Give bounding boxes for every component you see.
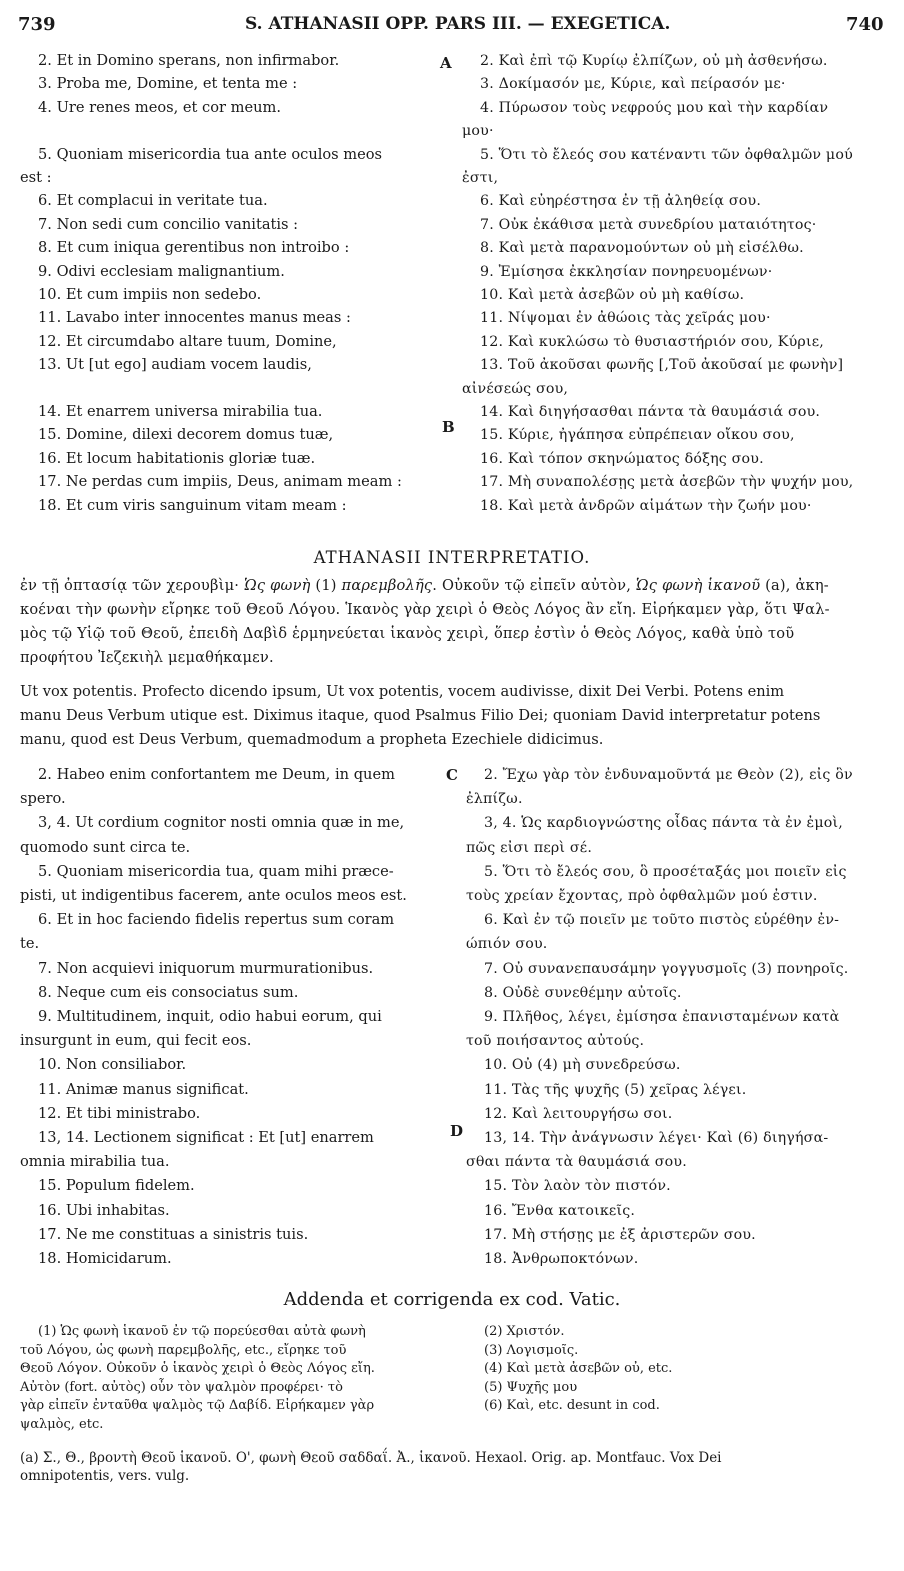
margin-letter-d: D (450, 1122, 464, 1140)
text-line: Θεοῦ Λόγον. Οὐκοῦν ὁ ἱκανὸς χειρὶ ὁ Θεὸς Λόγος εἴη. (20, 1361, 375, 1376)
text-line: 11. Τὰς τῆς ψυχῆς (5) χεῖρας λέγει. (484, 1081, 747, 1098)
text-line: 3. Δοκίμασόν με, Κύριε, καὶ πείρασόν με· (480, 76, 786, 93)
text-line: spero. (20, 790, 66, 808)
text-line: 18. Ἀνθρωποκτόνων. (484, 1251, 639, 1267)
text-line: γὰρ εἰπεῖν ἐνταῦθα ψαλμὸς τῷ Δαβίδ. Εἰρήκαμεν γὰρ (20, 1398, 375, 1413)
text-line: 10. Καὶ μετὰ ἀσεβῶν οὐ μὴ καθίσω. (480, 287, 745, 303)
text-line: 17. Μὴ συναπολέσῃς μετὰ ἀσεβῶν τὴν ψυχήν μου, (480, 474, 854, 491)
text-line: omnia mirabilia tua. (20, 1153, 170, 1171)
text-line: 10. Et cum impiis non sedebo. (38, 286, 262, 303)
text-line: te. (20, 935, 40, 953)
text-line: 5. Ὅτι τὸ ἔλεός σου κατέναντι τῶν ὀφθαλμῶν μού (480, 146, 853, 163)
text-line: 16. Καὶ τόπον σκηνώματος δόξης σου. (480, 450, 764, 467)
text-line: 5. Quoniam misericordia tua ante oculos meos (38, 145, 383, 163)
interpretatio-latin-line: manu, quod est Deus Verbum, quemadmodum a propheta Ezechiele didicimus. (20, 731, 604, 748)
text-line: 2. Ἔχω γὰρ τὸν ἐνδυναμοῦντά με Θεὸν (2), εἰς ὃν (484, 767, 853, 783)
text-line: 17. Ne perdas cum impiis, Deus, animam meam : (38, 473, 402, 491)
text-line: 6. Et in hoc faciendo fidelis repertus sum coram (38, 911, 395, 929)
text-line: τοὺς χρείαν ἔχοντας, πρὸ ὀφθαλμῶν μού ἐστιν. (466, 888, 818, 904)
addenda-title: Addenda et corrigenda ex cod. Vatic. (283, 1289, 621, 1310)
text-line: τοῦ ποιήσαντος αὐτούς. (466, 1033, 645, 1050)
text-line: 13. Ut [ut ego] audiam vocem laudis, (38, 356, 312, 374)
text-line: 13, 14. Τὴν ἀνάγνωσιν λέγει· Καὶ (6) διηγήσα- (484, 1130, 829, 1146)
text-line: pisti, ut indigentibus facerem, ante oculos meos est. (20, 887, 407, 904)
text-line: 5. Quoniam misericordia tua, quam mihi præce- (38, 862, 394, 880)
text-line: 3, 4. Ὡς καρδιογνώστης οἶδας πάντα τὰ ἐν ἐμοὶ, (484, 815, 843, 832)
text-line: 7. Οὐκ ἐκάθισα μετὰ συνεδρίου ματαιότητος· (480, 216, 817, 233)
text-line: 14. Et enarrem universa mirabilia tua. (38, 403, 323, 420)
text-line: 4. Πύρωσον τοὺς νεφρούς μου καὶ τὴν καρδίαν (480, 99, 829, 116)
text-line: Αὐτὸν (fort. αὐτὸς) οὖν τὸν ψαλμὸν προφέρει· τὸ (20, 1379, 343, 1395)
text-line: 7. Non acquievi iniquorum murmurationibus. (38, 959, 374, 977)
text-line: quomodo sunt circa te. (20, 838, 191, 856)
text-line: 8. Et cum iniqua gerentibus non introibo : (38, 239, 350, 257)
text-line: 8. Καὶ μετὰ παρανομούντων οὐ μὴ εἰσέλθω. (480, 240, 804, 257)
text-line: (2) Χριστόν. (484, 1324, 565, 1339)
text-line: 12. Καὶ λειτουργήσω σοι. (484, 1105, 673, 1122)
text-line: 12. Καὶ κυκλώσω τὸ θυσιαστήριόν σου, Κύριε, (480, 333, 824, 350)
footnote-line: (a) Σ., Θ., βροντὴ Θεοῦ ἱκανοῦ. Ο', φωνὴ Θεοῦ σαδδαΐ. Ἀ., ἱκανοῦ. Hexaol. Orig. ap. Montfauc. Vox Dei (20, 1450, 722, 1466)
text-line: 2. Et in Domino sperans, non infirmabor. (38, 52, 340, 69)
text-line: (5) Ψυχῆς μου (484, 1379, 578, 1395)
interpretatio-greek-line: κοέναι τὴν φωνὴν εἴρηκε τοῦ Θεοῦ Λόγου. Ἱκανὸς γὰρ χειρὶ ὁ Θεὸς Λόγος ἂν εἴη. Εἰρήκαμεν γὰρ, ὅτι Ψαλ- (20, 601, 830, 618)
text-line: 9. Odivi ecclesiam malignantium. (38, 262, 285, 280)
text-line: 17. Μὴ στήσῃς με ἐξ ἀριστερῶν σου. (484, 1226, 756, 1243)
text-line: (3) Λογισμοῖς. (484, 1342, 579, 1358)
text-line: 13, 14. Lectionem significat : Et [ut] enarrem (38, 1129, 374, 1146)
text-line: 11. Animæ manus significat. (38, 1080, 249, 1098)
text-line: ψαλμὸς, etc. (20, 1416, 104, 1432)
text-line: 8. Neque cum eis consociatus sum. (38, 983, 299, 1001)
margin-letter-a: A (440, 54, 452, 72)
running-header: S. ATHANASII OPP. PARS III. — EXEGETICA. (245, 14, 671, 34)
text-line: 11. Lavabo inter innocentes manus meas : (38, 309, 351, 327)
interpretatio-greek-line: μὸς τῷ Υἱῷ τοῦ Θεοῦ, ἐπειδὴ Δαβὶδ ἑρμηνεύεται ἱκανὸς χειρὶ, ὅπερ ἐστὶν ὁ Θεὸς Λόγος, καθὰ ὑπὸ τοῦ (20, 625, 795, 642)
text-line: ώπιόν σου. (466, 936, 548, 953)
page-number-right: 740 (846, 14, 884, 35)
text-line: 2. Καὶ ἐπὶ τῷ Κυρίῳ ἐλπίζων, οὐ μὴ ἀσθενήσω. (480, 53, 828, 69)
margin-letter-b: B (442, 418, 455, 436)
text-line: 8. Οὐδὲ συνεθέμην αὐτοῖς. (484, 984, 682, 1001)
text-line: αἰνέσεώς σου, (462, 380, 569, 397)
text-line: 6. Καὶ εὐηρέστησα ἐν τῇ ἀληθείᾳ σου. (480, 193, 762, 210)
text-line: 13. Τοῦ ἀκοῦσαι φωνῆς [,Τοῦ ἀκοῦσαί με φωνὴν] (480, 357, 844, 374)
text-line: 16. Et locum habitationis gloriæ tuæ. (38, 449, 316, 467)
text-line: 17. Ne me constituas a sinistris tuis. (38, 1225, 309, 1243)
text-line: σθαι πάντα τὰ θαυμάσιά σου. (466, 1154, 687, 1171)
interpretatio-greek-line: προφήτου Ἰεζεκιὴλ μεμαθήκαμεν. (20, 649, 274, 666)
interpretatio-latin-line: manu Deus Verbum utique est. Diximus itaque, quod Psalmus Filio Dei; quoniam David interpretatur potens (20, 707, 821, 724)
text-line: (4) Καὶ μετὰ ἀσεβῶν οὐ, etc. (484, 1361, 673, 1376)
text-line: 4. Ure renes meos, et cor meum. (38, 98, 281, 116)
text-line: 9. Ἐμίσησα ἐκκλησίαν πονηρευομένων· (480, 263, 773, 280)
text-line: 11. Νίψομαι ἐν ἀθώοις τὰς χεῖράς μου· (480, 310, 771, 327)
text-line: ἐλπίζω. (466, 791, 523, 808)
text-line: 7. Non sedi cum concilio vanitatis : (38, 215, 299, 233)
text-line: (1) Ὡς φωνὴ ἱκανοῦ ἐν τῷ πορεύεσθαι αὐτὰ φωνὴ (38, 1324, 366, 1339)
text-line: 2. Habeo enim confortantem me Deum, in quem (38, 766, 395, 783)
text-line: 15. Τὸν λαὸν τὸν πιστόν. (484, 1178, 671, 1195)
text-line: 6. Et complacui in veritate tua. (38, 192, 268, 210)
text-line: insurgunt in eum, qui fecit eos. (20, 1032, 252, 1050)
text-line: 14. Καὶ διηγήσασθαι πάντα τὰ θαυμάσιά σου. (480, 404, 821, 420)
margin-letter-c: C (446, 766, 458, 784)
interpretatio-greek-line: ἐν τῇ ὀπτασίᾳ τῶν χερουβὶμ· Ὡς φωνὴ (1) παρεμβολῆς. Οὐκοῦν τῷ εἰπεῖν αὐτὸν, Ὡς φωνὴ ἱκανοῦ (a), ἀκη- (20, 577, 829, 594)
text-line: τοῦ Λόγου, ὡς φωνὴ παρεμβολῆς, etc., εἴρηκε τοῦ (20, 1342, 347, 1358)
interpretatio-title: ATHANASII INTERPRETATIO. (313, 548, 591, 567)
text-line: 15. Domine, dilexi decorem domus tuæ, (38, 426, 334, 444)
text-line: μου· (462, 123, 494, 140)
text-line: 18. Et cum viris sanguinum vitam meam : (38, 496, 347, 514)
text-line: 16. Ἔνθα κατοικεῖς. (484, 1202, 636, 1219)
text-line: 15. Populum fidelem. (38, 1177, 195, 1195)
interpretatio-latin-line: Ut vox potentis. Profecto dicendo ipsum, Ut vox potentis, vocem audivisse, dixit Dei Verbi. Potens enim (20, 683, 785, 700)
text-line: 10. Οὐ (4) μὴ συνεδρεύσω. (484, 1057, 681, 1074)
text-line: 3, 4. Ut cordium cognitor nosti omnia quæ in me, (38, 814, 405, 832)
text-line: 18. Homicidarum. (38, 1250, 172, 1267)
text-line: 3. Proba me, Domine, et tenta me : (38, 75, 298, 93)
text-line: 15. Κύριε, ἠγάπησα εὐπρέπειαν οἴκου σου, (480, 427, 795, 444)
text-line: est : (20, 169, 52, 186)
text-line: 10. Non consiliabor. (38, 1056, 187, 1074)
text-line: (6) Καὶ, etc. desunt in cod. (484, 1398, 660, 1413)
text-line: 9. Πλῆθος, λέγει, ἐμίσησα ἐπανισταμένων κατὰ (484, 1009, 840, 1025)
footnote-line: omnipotentis, vers. vulg. (20, 1468, 190, 1484)
page-number-left: 739 (18, 14, 56, 35)
text-line: 16. Ubi inhabitas. (38, 1201, 170, 1219)
text-line: 6. Καὶ ἐν τῷ ποιεῖν με τοῦτο πιστὸς εὑρέθην ἐν- (484, 912, 840, 929)
text-line: 12. Et tibi ministrabo. (38, 1104, 201, 1122)
text-line: 5. Ὅτι τὸ ἔλεός σου, ὃ προσέταξάς μοι ποιεῖν εἰς (484, 863, 847, 880)
text-line: 18. Καὶ μετὰ ἀνδρῶν αἱμάτων τὴν ζωήν μου· (480, 497, 812, 514)
text-line: 7. Οὐ συνανεπαυσάμην γογγυσμοῖς (3) πονηροῖς. (484, 960, 849, 977)
text-line: πῶς εἰσι περὶ σέ. (466, 839, 593, 856)
text-line: ἐστι, (462, 170, 499, 186)
text-line: 12. Et circumdabo altare tuum, Domine, (38, 332, 337, 350)
text-line: 9. Multitudinem, inquit, odio habui eorum, qui (38, 1008, 382, 1025)
